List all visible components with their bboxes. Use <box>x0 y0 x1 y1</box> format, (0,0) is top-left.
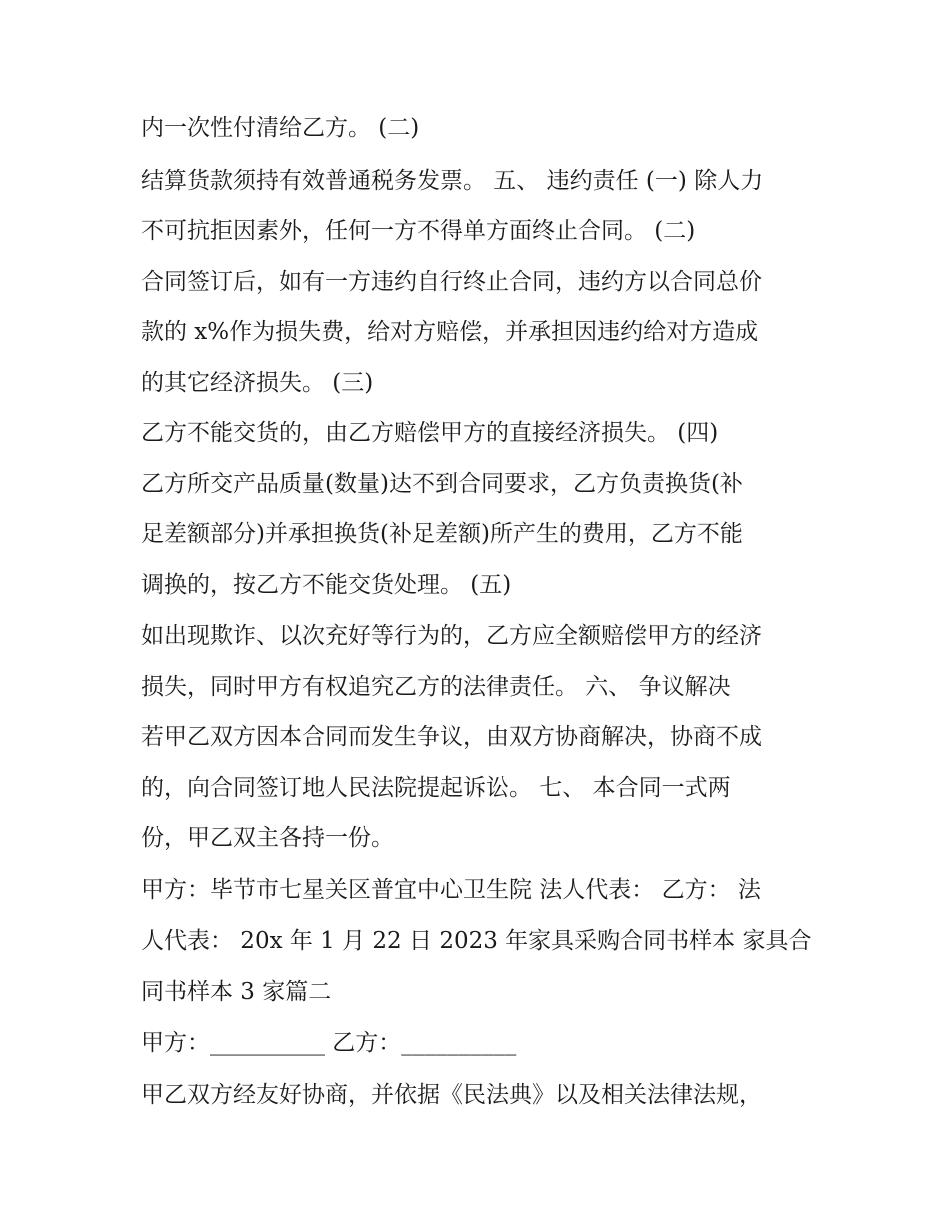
text-line: 人代表： 20x 年 1 月 22 日 2023 年家具采购合同书样本 家具合 <box>141 928 812 954</box>
text-line: 乙方不能交货的，由乙方赔偿甲方的直接经济损失。 (四) <box>141 420 719 446</box>
text-line: 损失，同时甲方有权追究乙方的法律责任。 六、 争议解决 <box>141 674 731 700</box>
signature-blank-line: 甲方：__________ 乙方：__________ <box>141 1030 517 1056</box>
text-line: 合同签订后，如有一方违约自行终止合同，违约方以合同总价 <box>141 269 762 295</box>
text-line: 不可抗拒因素外，任何一方不得单方面终止合同。 (二) <box>141 218 696 244</box>
text-line: 的，向合同签订地人民法院提起诉讼。 七、 本合同一式两 <box>141 775 731 801</box>
text-line: 同书样本 3 家篇二 <box>141 979 332 1005</box>
text-line: 调换的，按乙方不能交货处理。 (五) <box>141 572 512 598</box>
text-line: 如出现欺诈、以次充好等行为的，乙方应全额赔偿甲方的经济 <box>141 623 762 649</box>
text-line: 结算货款须持有效普通税务发票。 五、 违约责任 (一) 除人力 <box>141 168 764 194</box>
text-line: 款的 x%作为损失费，给对方赔偿，并承担因违约给对方造成 <box>141 319 759 345</box>
text-line: 份，甲乙双主各持一份。 <box>141 825 394 851</box>
text-line: 甲方：毕节市七星关区普宜中心卫生院 法人代表： 乙方： 法 <box>141 877 761 903</box>
text-line: 的其它经济损失。 (三) <box>141 370 374 396</box>
text-line: 甲乙双方经友好协商，并依据《民法典》以及相关法律法规， <box>141 1082 762 1108</box>
text-line: 内一次性付清给乙方。 (二) <box>141 115 420 141</box>
text-line: 若甲乙双方因本合同而发生争议，由双方协商解决，协商不成 <box>141 724 762 750</box>
text-line: 足差额部分)并承担换货(补足差额)所产生的费用，乙方不能 <box>141 521 743 547</box>
text-line: 乙方所交产品质量(数量)达不到合同要求，乙方负责换货(补 <box>141 471 743 497</box>
